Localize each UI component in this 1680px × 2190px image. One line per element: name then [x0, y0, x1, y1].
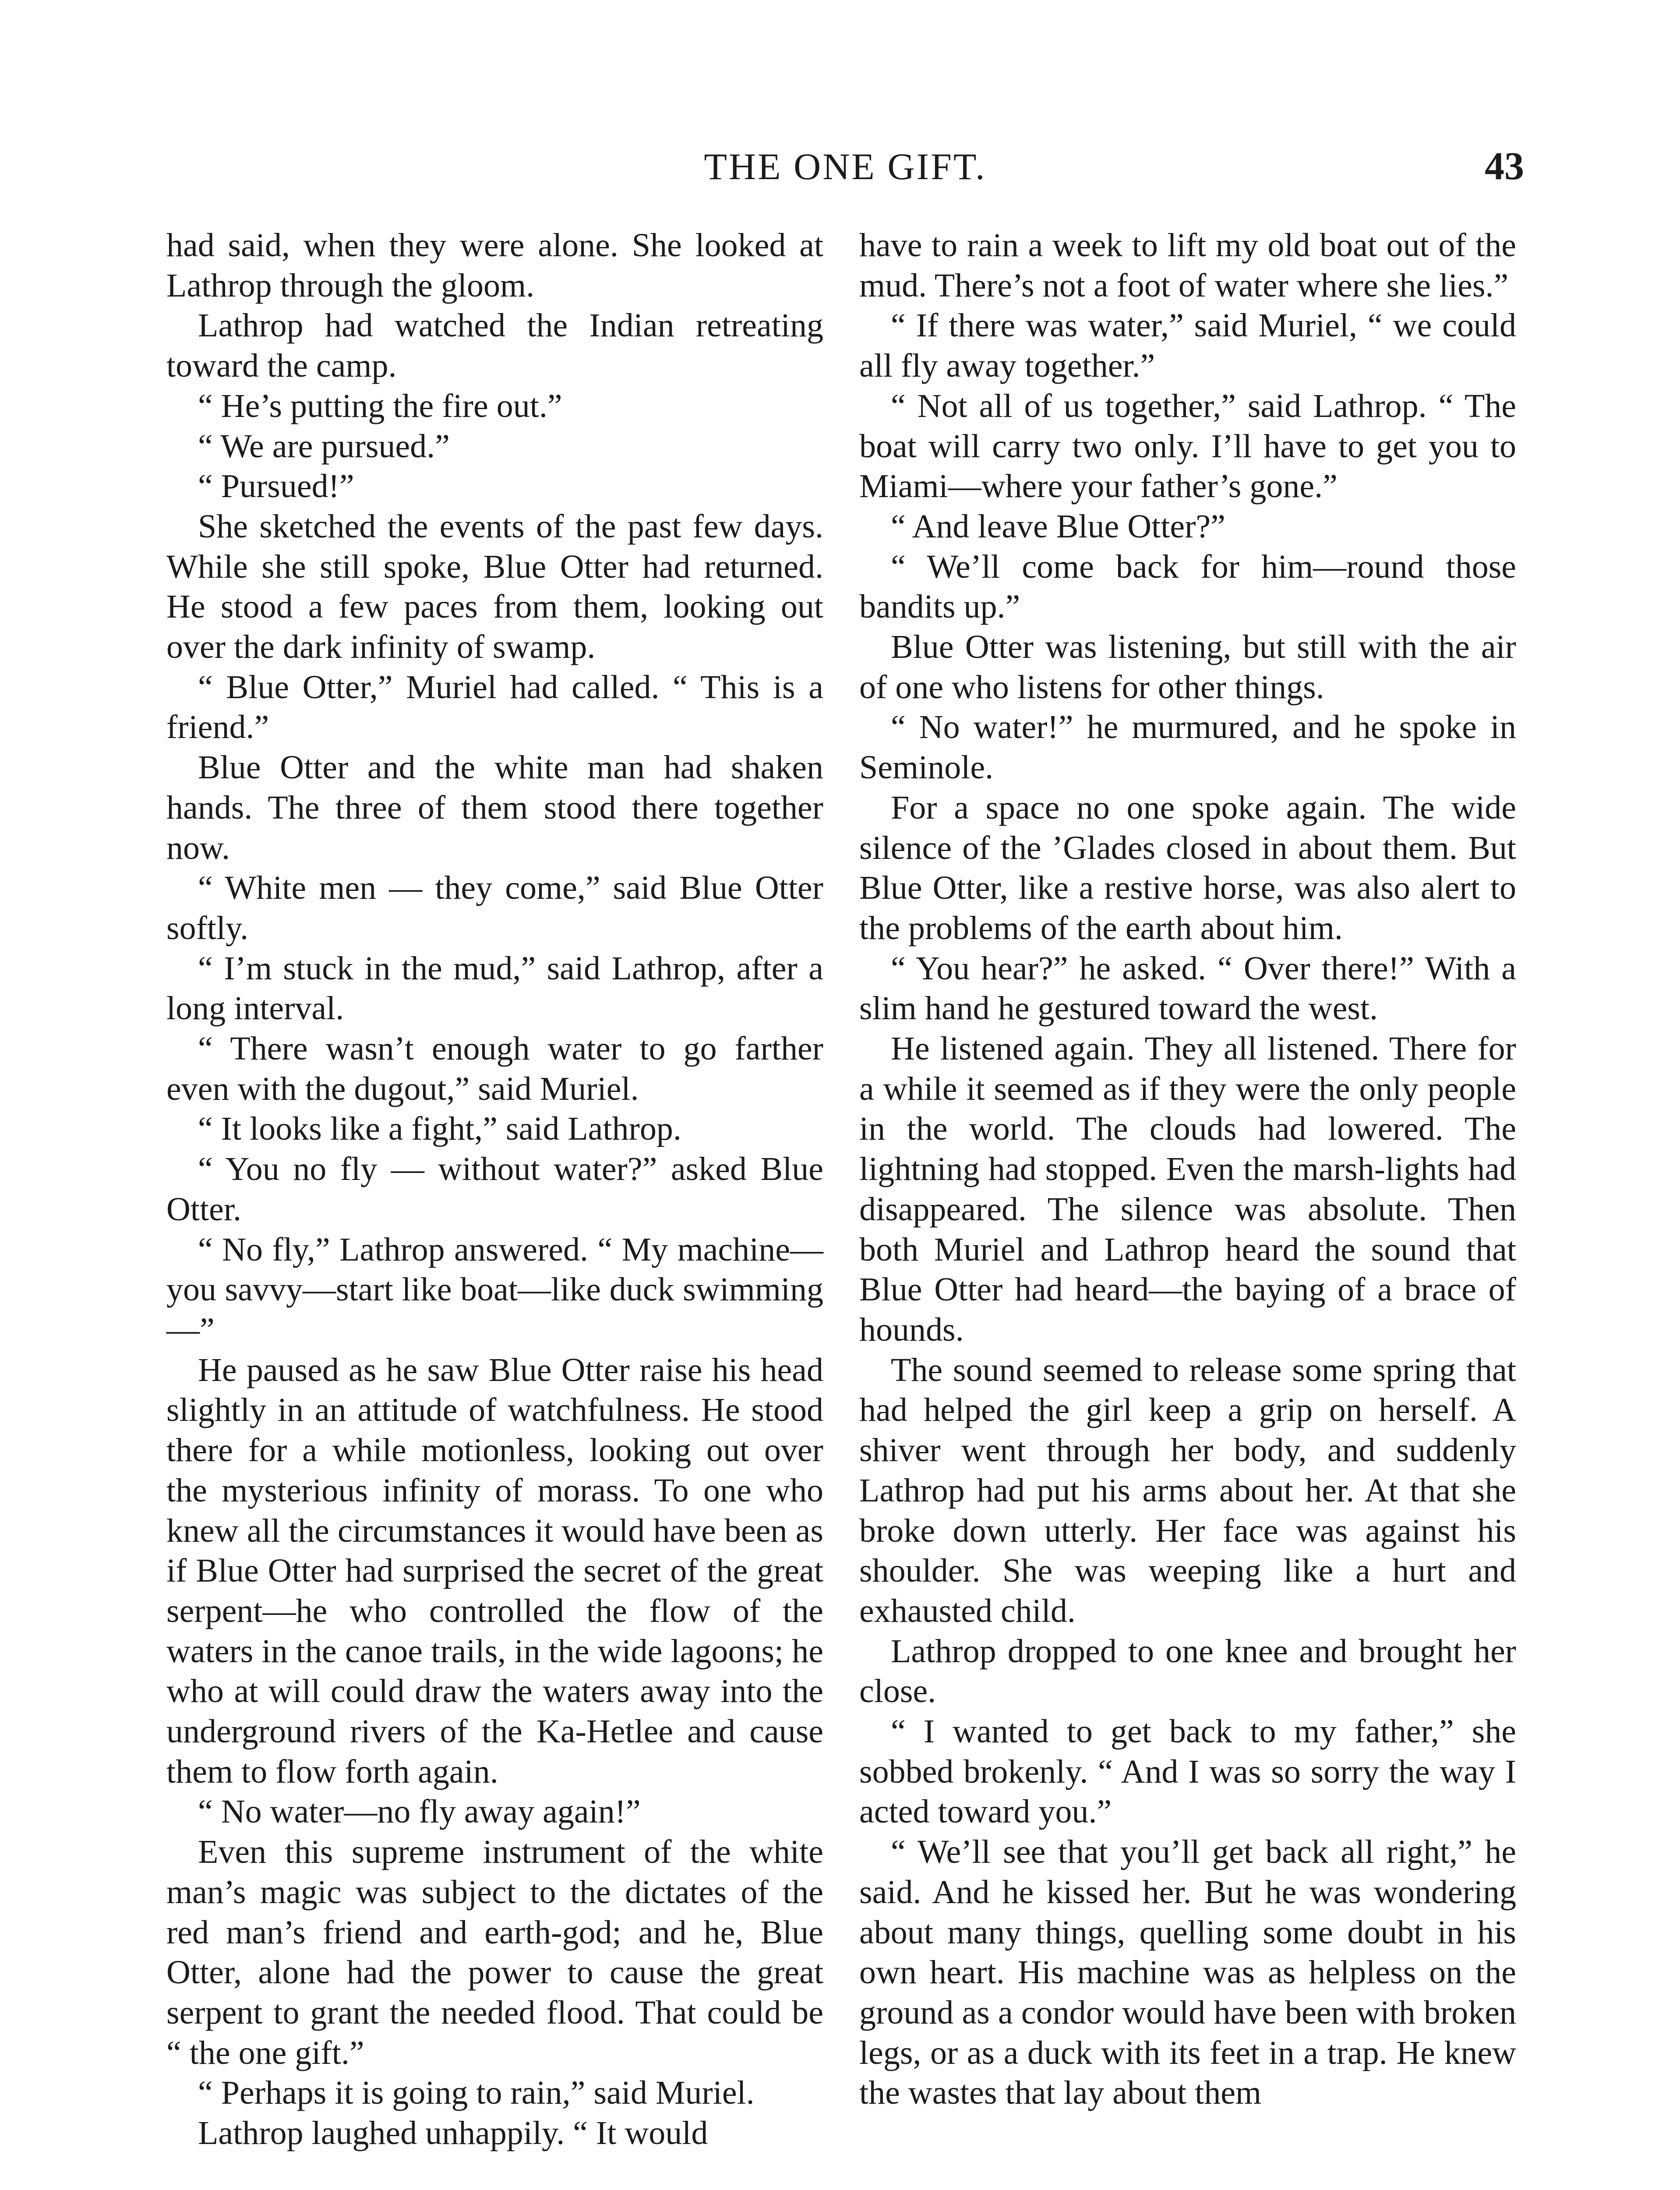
page-number: 43 [1485, 145, 1524, 188]
paragraph: “ And leave Blue Otter?” [891, 508, 1225, 545]
paragraph: For a space no one spoke again. The wide silence of the ’Glades closed in about them. But Blue Otter, like a restive horse, was also alert to the problems of the earth about him. [859, 789, 1516, 947]
paragraph: have to rain a week to lift my old boat out of the mud. There’s not a foot of water where she lies.” [859, 227, 1516, 304]
paragraph: Lathrop dropped to one knee and brought her close. [859, 1632, 1516, 1710]
paragraph: “ We are pursued.” [198, 427, 450, 465]
paragraph: “ We’ll come back for him—round those bandits up.” [859, 548, 1516, 625]
paragraph: “ White men — they come,” said Blue Otter softly. [166, 869, 823, 947]
paragraph: “ It looks like a fight,” said Lathrop. [198, 1110, 681, 1148]
paragraph: He listened again. They all listened. There for a while it seemed as if they were the only people in the world. The clouds had lowered. The lightning had stopped. Even the marsh-lights had disappeared. The silence was absolute. Then both Muriel and Lathrop heard the sound that Blue Otter had heard—the baying of a brace of hounds. [859, 1030, 1516, 1348]
paragraph: “ No water!” he murmured, and he spoke in Seminole. [859, 709, 1516, 786]
paragraph: Blue Otter was listening, but still with the air of one who listens for other things. [859, 629, 1516, 706]
paragraph: Blue Otter and the white man had shaken hands. The three of them stood there together now. [166, 749, 823, 866]
paragraph: “ You hear?” he asked. “ Over there!” With a slim hand he gestured toward the west. [859, 950, 1516, 1027]
paragraph: “ Blue Otter,” Muriel had called. “ This is a friend.” [166, 668, 823, 746]
paragraph: “ I’m stuck in the mud,” said Lathrop, after a long interval. [166, 950, 823, 1027]
paragraph: “ No fly,” Lathrop answered. “ My machine—you savvy—start like boat—like duck swimming—” [166, 1231, 823, 1348]
left-column [166, 226, 823, 2154]
paragraph: Lathrop had watched the Indian retreating toward the camp. [166, 307, 823, 385]
right-column [859, 226, 1516, 2113]
paragraph: “ There wasn’t enough water to go farther even with the dugout,” said Muriel. [166, 1030, 823, 1107]
paragraph: The sound seemed to release some spring that had helped the girl keep a grip on herself. A shiver went through her body, and suddenly Lathrop had put his arms about her. At that she broke down utterly. Her face was against his shoulder. She was weeping like a hurt and exhausted child. [859, 1351, 1516, 1629]
paragraph: “ I wanted to get back to my father,” she sobbed brokenly. “ And I was so sorry the way I acted toward you.” [859, 1713, 1516, 1830]
paragraph: “ You no fly — without water?” asked Blue Otter. [166, 1151, 823, 1228]
paragraph: Even this supreme instrument of the white man’s magic was subject to the dictates of the red man’s friend and earth-god; and he, Blue Otter, alone had the power to cause the great serpent to grant the needed flood. That could be “ the one gift.” [166, 1833, 823, 2071]
paragraph: “ No water—no fly away again!” [198, 1793, 641, 1830]
paragraph: had said, when they were alone. She looked at Lathrop through the gloom. [166, 227, 823, 304]
paragraph: “ Pursued!” [198, 468, 354, 505]
paragraph: He paused as he saw Blue Otter raise his head slightly in an attitude of watchfulness. He stood there for a while motionless, looking out over the mysterious infinity of morass. To one who knew all the circumstances it would have been as if Blue Otter had surprised the secret of the great serpent—he who controlled the flow of the waters in the canoe trails, in the wide lagoons; he who at will could draw the waters away into the underground rivers of the Ka-Hetlee and cause them to flow forth again. [166, 1351, 823, 1790]
paragraph: “ We’ll see that you’ll get back all right,” he said. And he kissed her. But he was wondering about many things, quelling some doubt in his own heart. His machine was as helpless on the ground as a condor would have been with broken legs, or as a duck with its feet in a trap. He knew the wastes that lay about them [859, 1833, 1516, 2112]
running-title: THE ONE GIFT. [704, 145, 987, 187]
paragraph: “ Perhaps it is going to rain,” said Muriel. [198, 2074, 755, 2112]
paragraph: “ If there was water,” said Muriel, “ we could all fly away together.” [859, 307, 1516, 385]
paragraph: Lathrop laughed unhappily. “ It would [198, 2115, 708, 2152]
paragraph: “ He’s putting the fire out.” [198, 387, 562, 424]
paragraph: “ Not all of us together,” said Lathrop. “ The boat will carry two only. I’ll have to get you to Miami—where your father’s gone.” [859, 387, 1516, 505]
page-header [166, 145, 1524, 197]
paragraph: She sketched the events of the past few days. While she still spoke, Blue Otter had returned. He stood a few paces from them, looking out over the dark infinity of swamp. [166, 508, 823, 666]
